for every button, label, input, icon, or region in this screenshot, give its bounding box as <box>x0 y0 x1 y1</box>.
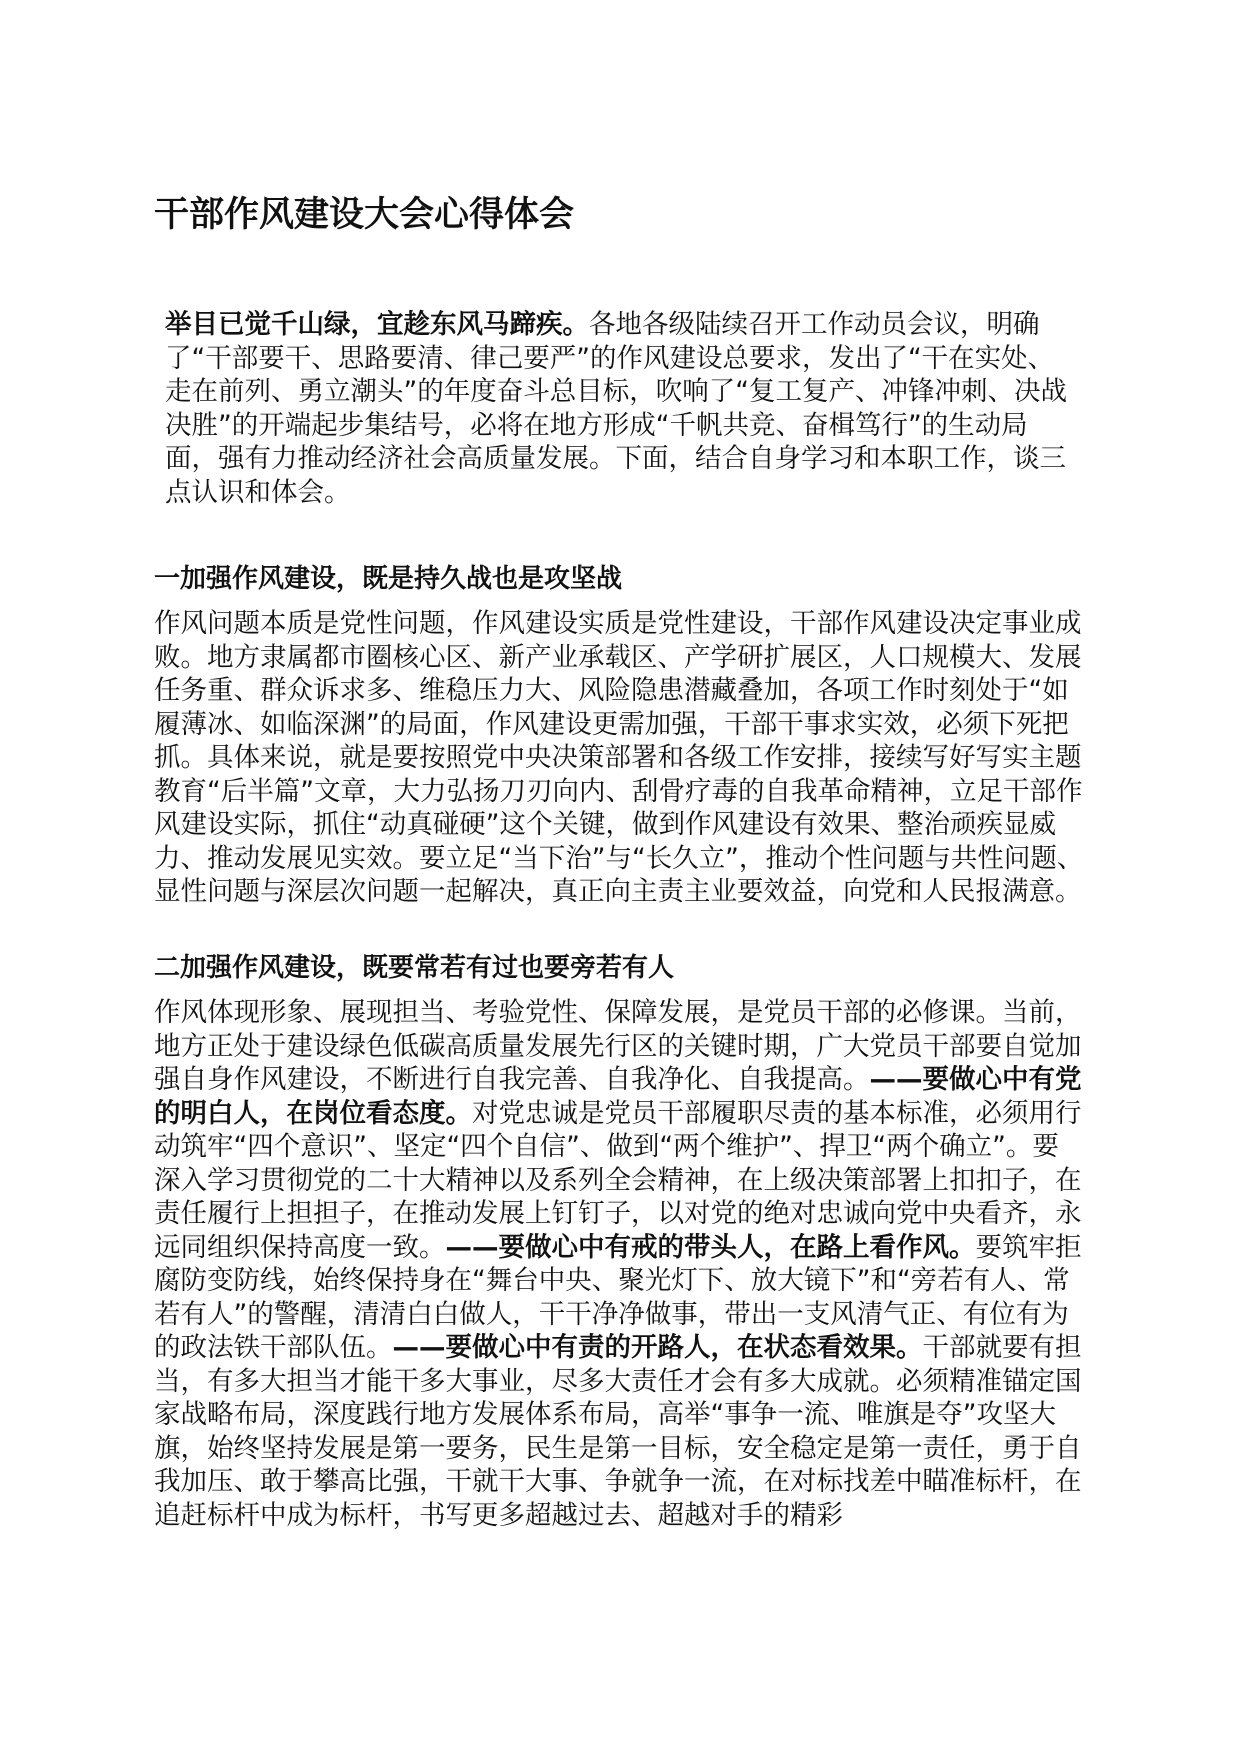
intro-text: 各地各级陆续召开工作动员会议，明确了“干部要干、思路要清、律己要严”的作风建设总要求，发出了“干在实处、走在前列、勇立潮头”的年度奋斗总目标，吹响了“复工复产、冲锋冲刺、决战决胜”的开端起步集结号，必将在地方形成“千帆共竞、奋楫笃行”的生动局面，强有力推动经济社会高质量发展。下面，结合自身学习和本职工作，谈三点认识和体会。 <box>165 309 1067 508</box>
section-1-heading: 一加强作风建设，既是持久战也是攻坚战 <box>154 564 623 594</box>
intro-paragraph <box>165 308 1080 509</box>
point-3-lead: ——要做心中有责的开路人，在状态看效果。 <box>392 1332 923 1363</box>
section-2-intro: 作风体现形象、展现担当、考验党性、保障发展，是党员干部的必修课。当前，地方正处于建设绿色低碳高质量发展先行区的关键时期，广大党员干部要自觉加强自身作风建设，不断进行自我完善、自我净化、自我提高。 <box>154 997 1082 1095</box>
point-3-text: 干部就要有担当，有多大担当才能干多大事业，尽多大责任才会有多大成就。必须精准锚定国家战略布局，深度践行地方发展体系布局，高举“事争一流、唯旗是夺”攻坚大旗，始终坚持发展是第一要务，民生是第一目标，安全稳定是第一责任，勇于自我加压、敢于攀高比强，干就干大事、争就争一流，在对标找差中瞄准标杆，在追赶标杆中成为标杆，书写更多超越过去、超越对手的精彩 <box>154 1332 1082 1531</box>
point-2-lead: ——要做心中有戒的带头人，在路上看作风。 <box>445 1231 976 1263</box>
document-title: 干部作风建设大会心得体会 <box>154 195 575 235</box>
section-1-paragraph: 作风问题本质是党性问题，作风建设实质是党性建设，干部作风建设决定事业成败。地方隶属都市圈核心区、新产业承载区、产学研扩展区，人口规模大、发展任务重、群众诉求多、维稳压力大、风险隐患潜藏叠加，各项工作时刻处于“如履薄冰、如临深渊”的局面，作风建设更需加强，干部干事求实效，必须下死把抓。具体来说，就是要按照党中央决策部署和各级工作安排，接续写好写实主题教育“后半篇”文章，大力弘扬刀刃向内、刮骨疗毒的自我革命精神，立足干部作风建设实际，抓住“动真碰硬”这个关键，做到作风建设有效果、整治顽疾显威力、推动发展见实效。要立足“当下治”与“长久立”，推动个性问题与共性问题、显性问题与深层次问题一起解决，真正向主责主业要效益，向党和人民报满意。 <box>154 608 1084 907</box>
intro-lead: 举目已觉千山绿，宜趁东风马蹄疾。 <box>165 309 589 340</box>
point-2-text: 要筑牢拒腐防变防线，始终保持身在“舞台中央、聚光灯下、放大镜下”和“旁若有人、常若有人”的警醒，清清白白做人，干干净净做事，带出一支风清气正、有位有为的政法铁干部队伍。 <box>154 1231 1082 1363</box>
point-1-lead: ——要做心中有党的明白人，在岗位看态度。 <box>154 1064 1082 1129</box>
section-2-paragraph <box>154 996 1084 1532</box>
section-2-heading: 二加强作风建设，既要常若有过也要旁若有人 <box>154 953 675 983</box>
point-1-text: 对党忠诚是党员干部履职尽责的基本标准，必须用行动筑牢“四个意识”、坚定“四个自信”、做到“两个维护”、捍卫“两个确立”。要深入学习贯彻党的二十大精神以及系列全会精神，在上级决策部署上扣扣子，在责任履行上担担子，在推动发展上钉钉子，以对党的绝对忠诚向党中央看齐，永远同组织保持高度一致。 <box>154 1097 1082 1263</box>
